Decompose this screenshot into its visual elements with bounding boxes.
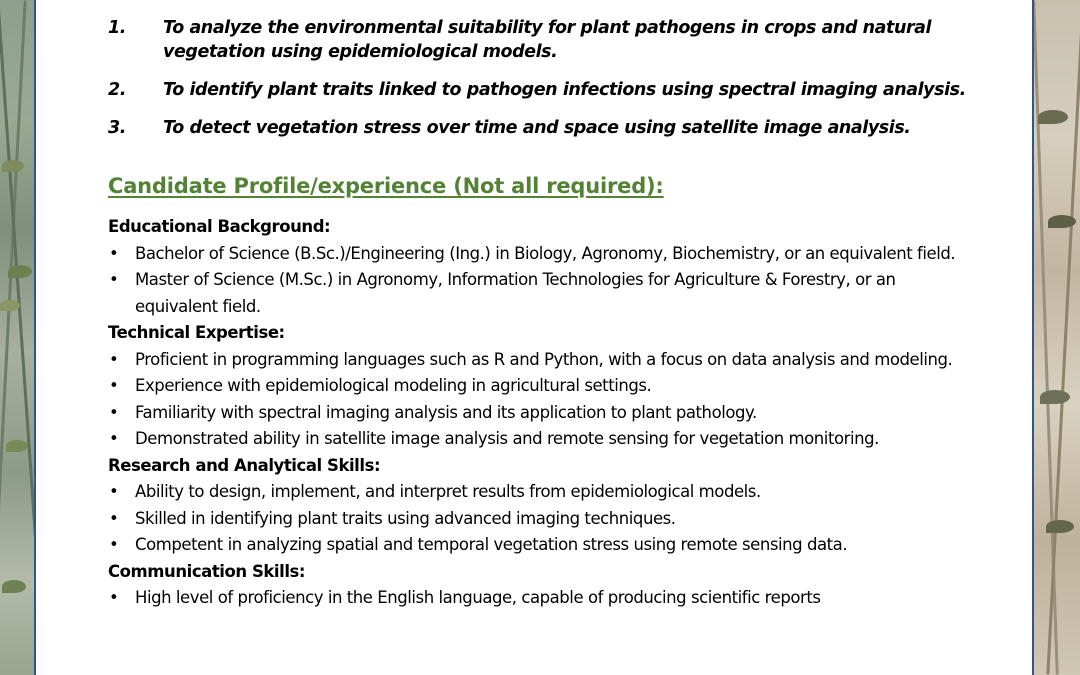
list-item: • Bachelor of Science (B.Sc.)/Engineering (Ing.) in Biology, Agronomy, Biochemistry, or an equivalent field.	[108, 241, 978, 268]
list-item: • Proficient in programming languages such as R and Python, with a focus on data analysis and modeling.	[108, 347, 978, 374]
educational-background-title: Educational Background:	[108, 217, 331, 236]
objective-number: 1.	[108, 18, 126, 38]
plant-leaf	[6, 440, 28, 452]
plant-leaf	[8, 265, 32, 278]
objective-number: 3.	[108, 118, 126, 138]
objective-item	[108, 16, 988, 64]
plant-leaf	[0, 300, 20, 311]
objective-text: To analyze the environmental suitability for plant pathogens in crops and natural vegetation using epidemiological models.	[163, 18, 932, 62]
objective-number: 2.	[108, 80, 126, 100]
plant-leaf	[1048, 215, 1076, 228]
communication-skills-title: Communication Skills:	[108, 561, 306, 581]
plant-leaf	[1040, 390, 1070, 404]
document-content	[36, 0, 1032, 675]
page-frame-right	[1032, 0, 1034, 675]
candidate-profile-heading: Candidate Profile/experience (Not all required):	[108, 174, 664, 198]
plant-stem	[1034, 0, 1059, 675]
left-photo-border	[0, 0, 34, 675]
objective-text: To identify plant traits linked to pathogen infections using spectral imaging analysis.	[163, 80, 966, 100]
objectives-list	[108, 16, 988, 154]
plant-leaf	[2, 160, 24, 172]
list-item: • High level of proficiency in the English language, capable of producing scientific reports	[108, 585, 978, 612]
research-analytical-skills-title: Research and Analytical Skills:	[108, 455, 381, 475]
list-item: • Demonstrated ability in satellite image analysis and remote sensing for vegetation monitoring.	[108, 426, 978, 453]
technical-expertise-list	[108, 347, 978, 453]
technical-expertise-title: Technical Expertise:	[108, 323, 285, 342]
plant-leaf	[1038, 110, 1068, 124]
candidate-profile-section	[108, 214, 978, 612]
plant-stem	[1046, 0, 1080, 674]
right-photo-border	[1034, 0, 1080, 675]
objective-item	[108, 116, 988, 140]
objective-item	[108, 78, 988, 102]
educational-background-list	[108, 241, 978, 321]
list-item: • Competent in analyzing spatial and temporal vegetation stress using remote sensing data.	[108, 532, 978, 559]
list-item: • Skilled in identifying plant traits using advanced imaging techniques.	[108, 506, 978, 533]
plant-leaf	[1046, 520, 1074, 533]
plant-leaf	[2, 580, 26, 593]
list-item: • Familiarity with spectral imaging analysis and its application to plant pathology.	[108, 400, 978, 427]
objective-text: To detect vegetation stress over time and space using satellite image analysis.	[163, 118, 911, 138]
list-item: • Experience with epidemiological modeling in agricultural settings.	[108, 373, 978, 400]
research-analytical-skills-list	[108, 479, 978, 559]
list-item: • Ability to design, implement, and interpret results from epidemiological models.	[108, 479, 978, 506]
list-item: • Master of Science (M.Sc.) in Agronomy, Information Technologies for Agriculture & Forestry, or an equivalent field.	[108, 267, 978, 320]
communication-skills-list	[108, 585, 978, 612]
